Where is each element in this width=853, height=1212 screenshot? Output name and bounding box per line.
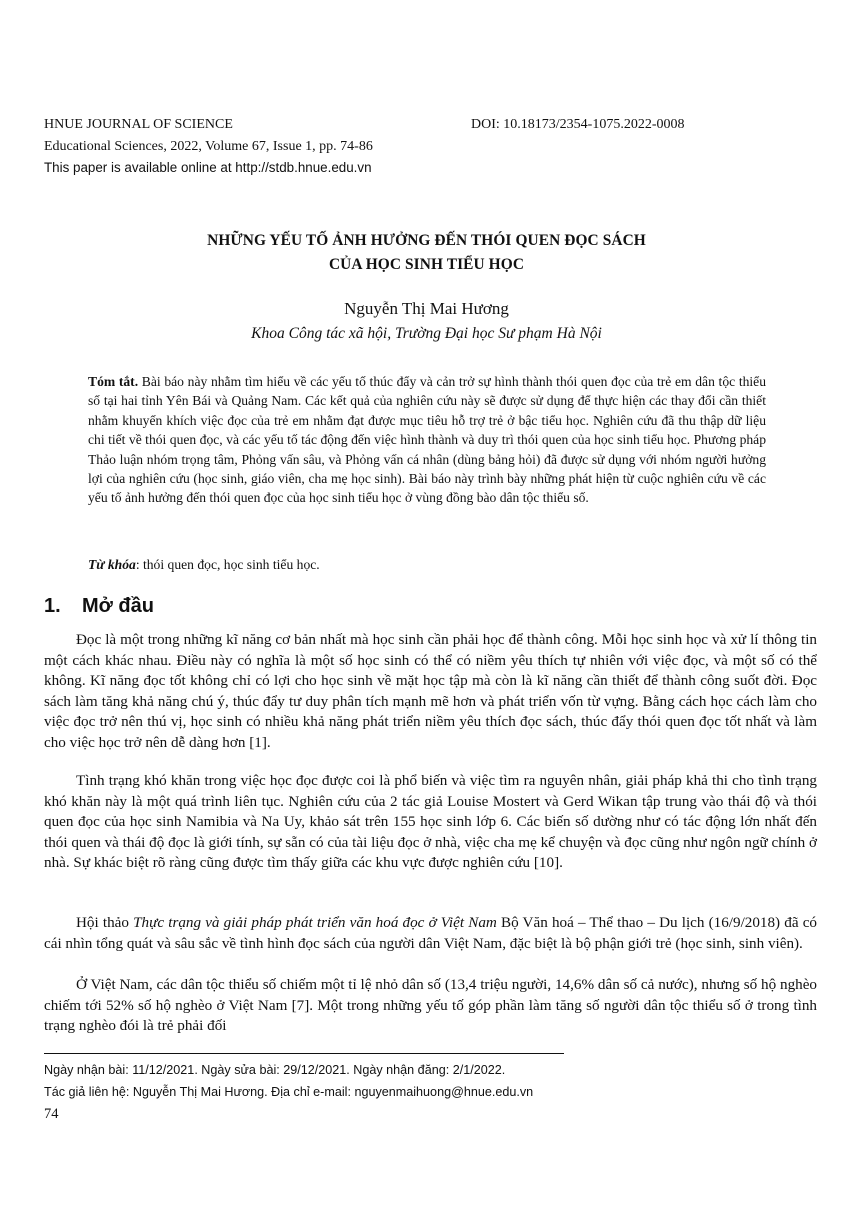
paragraph-2: Tình trạng khó khăn trong việc học đọc được coi là phổ biến và việc tìm ra nguyên nhân, giải pháp khả thi cho tình trạng khó khăn này là một quá trình liên tục. Nghiên cứu của 2 tác giả Louise Mostert và Gerd Wikan tập trung vào thái độ và thói quen đọc của học sinh Namibia và Na Uy, khảo sát trên 155 học sinh lớp 6. Các biến số dường như có tác động lớn nhất đến thói quen và thái độ đọc là giới tính, sự sẵn có của tài liệu đọc ở nhà, việc cha mẹ kể chuyện và đọc cũng như ngôn ngữ chính ở nhà. Sự khác biệt rõ ràng cũng được tìm thấy giữa các khu vực được nghiên cứu [10]. (44, 772, 817, 872)
author-affiliation: Khoa Công tác xã hội, Trường Đại học Sư phạm Hà Nội (251, 325, 602, 342)
abstract (88, 372, 766, 508)
doi: DOI: 10.18173/2354-1075.2022-0008 (471, 117, 685, 132)
footnote-dates: Ngày nhận bài: 11/12/2021. Ngày sửa bài: 29/12/2021. Ngày nhận đăng: 2/1/2022. (44, 1063, 506, 1077)
keywords (88, 555, 766, 574)
section-title: Mở đầu (82, 595, 154, 617)
page-number: 74 (44, 1106, 59, 1122)
paragraph-3-start: Hội thảo (76, 914, 134, 931)
section-number: 1. (44, 595, 61, 617)
volume-info: Educational Sciences, 2022, Volume 67, Issue 1, pp. 74-86 (44, 139, 373, 154)
author-name: Nguyễn Thị Mai Hương (344, 299, 509, 318)
section-heading (44, 593, 154, 619)
abstract-text: Bài báo này nhằm tìm hiểu về các yếu tố thúc đẩy và cản trở sự hình thành thói quen đọc của trẻ em dân tộc thiểu số tại hai tỉnh Yên Bái và Quảng Nam. Các kết quả của nghiên cứu này sẽ được sử dụng để thực hiện các thay đổi cần thiết nhằm khuyến khích việc đọc của trẻ em nhằm đạt được mục tiêu hỗ trợ trẻ ở bậc tiểu học. Nghiên cứu đã thu thập dữ liệu chi tiết về thói quen đọc, và các yếu tố tác động đến việc hình thành và duy trì thói quen của học sinh tiểu học. Phương pháp Thảo luận nhóm trọng tâm, Phỏng vấn sâu, và Phỏng vấn cá nhân (dùng bảng hỏi) đã được sử dụng với nhóm người hưởng lợi của nghiên cứu (học sinh, giáo viên, cha mẹ học sinh). Bài báo này trình bày những phát hiện từ cuộc nghiên cứu về các yếu tố ảnh hưởng đến thói quen đọc của học sinh tiểu học ở vùng đồng bào dân tộc thiểu số. (88, 374, 767, 506)
journal-name: HNUE JOURNAL OF SCIENCE (44, 117, 233, 132)
keywords-label: Từ khóa (88, 557, 136, 572)
paper-title-line-1: NHỮNG YẾU TỐ ẢNH HƯỞNG ĐẾN THÓI QUEN ĐỌC SÁCH (207, 232, 646, 249)
abstract-label: Tóm tắt. (88, 374, 139, 389)
paragraph-3 (44, 913, 817, 954)
paragraph-3-end: Bộ Văn hoá – Thể thao – Du lịch (16/9/2018) đã có cái nhìn tổng quát và sâu sắc về tình hình đọc sách của người dân Việt Nam, đặc biệt là bộ phận giới trẻ (học sinh, sinh viên). (44, 914, 818, 952)
availability-note: This paper is available online at http://stdb.hnue.edu.vn (44, 160, 372, 175)
paragraph-1: Đọc là một trong những kĩ năng cơ bản nhất mà học sinh cần phải học để thành công. Mỗi học sinh học và xử lí thông tin một cách khác nhau. Điều này có nghĩa là một số học sinh có thể có niềm yêu thích tự nhiên với việc đọc, và một số có thể không. Kĩ năng đọc tốt không chỉ có lợi cho học sinh về mặt học tập mà còn là kĩ năng cần thiết để thành công suốt đời. Đọc sách làm tăng khả năng chú ý, thúc đẩy tư duy phân tích mạnh mẽ hơn và phát triển vốn từ vựng. Bằng cách học cách làm cho việc đọc trở nên thú vị, học sinh có nhiều khả năng phát triển niềm yêu thích đọc sách, thúc đẩy thói quen đọc tốt nhất và làm cho việc học trở nên dễ dàng hơn [1]. (44, 631, 817, 751)
footnote-contact: Tác giả liên hệ: Nguyễn Thị Mai Hương. Địa chỉ e-mail: nguyenmaihuong@hnue.edu.vn (44, 1085, 534, 1099)
paragraph-3-italic: Thực trạng và giải pháp phát triển văn hoá đọc ở Việt Nam (133, 914, 497, 931)
footnote-divider (44, 1053, 564, 1054)
paper-title-line-2: CỦA HỌC SINH TIỂU HỌC (328, 256, 525, 273)
paragraph-4: Ở Việt Nam, các dân tộc thiểu số chiếm một tỉ lệ nhỏ dân số (13,4 triệu người, 14,6% dân số cả nước), nhưng số hộ nghèo chiếm tới 52% số hộ nghèo ở Việt Nam [7]. Một trong những yếu tố góp phần làm tăng số người dân tộc thiểu số ở trong tình trạng nghèo đói là trẻ phải đối (44, 976, 817, 1035)
keywords-text: : thói quen đọc, học sinh tiểu học. (135, 557, 320, 572)
